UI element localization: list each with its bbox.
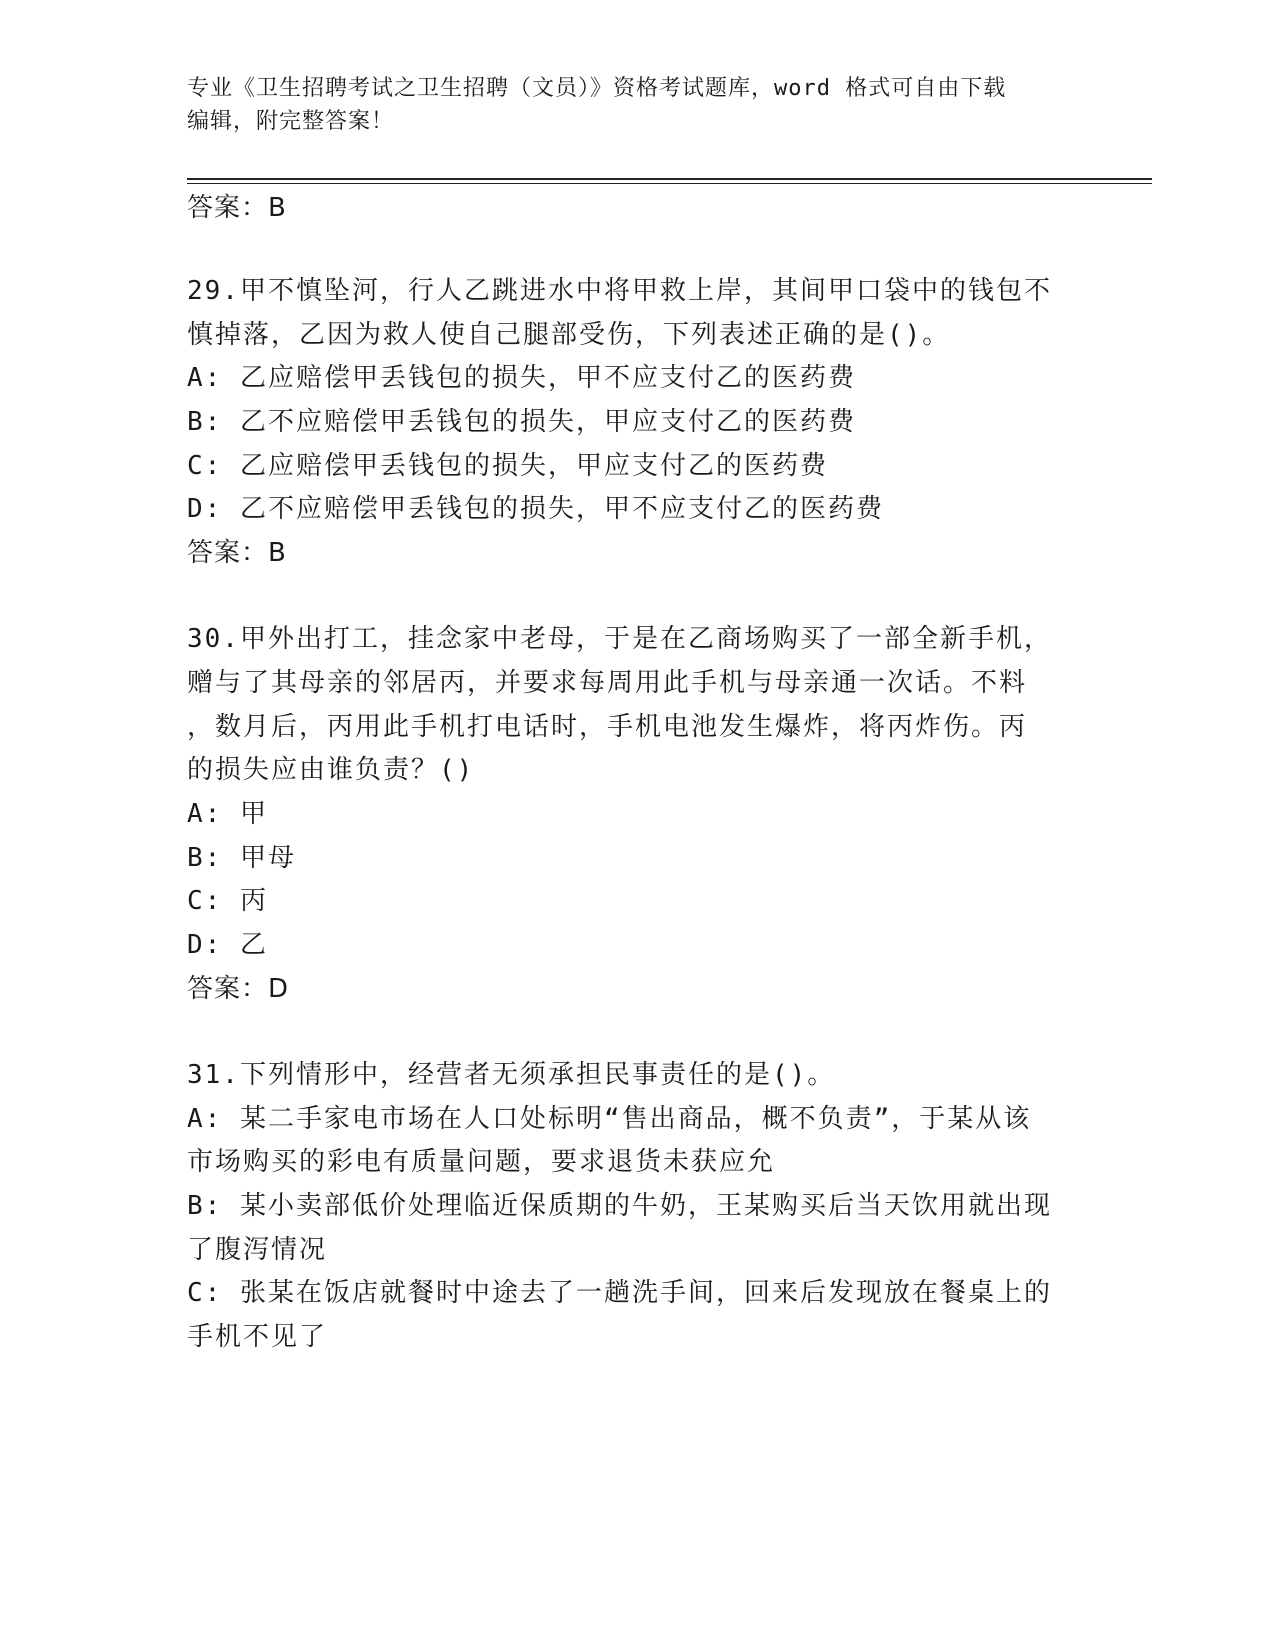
header-line-2: 编辑，附完整答案！ [187, 109, 395, 134]
q31-option-b-line-1: B: 某小卖部低价处理临近保质期的牛奶，王某购买后当天饮用就出现 [187, 1191, 1052, 1221]
q30-option-a: A: 甲 [187, 799, 268, 829]
header-rule-thick [187, 178, 1152, 180]
q30-option-b: B: 甲母 [187, 843, 296, 873]
q30-stem-line-3: ，数月后，丙用此手机打电话时，手机电池发生爆炸，将丙炸伤。丙 [187, 712, 1028, 742]
document-header [187, 72, 1087, 138]
q29-option-b: B: 乙不应赔偿甲丢钱包的损失，甲应支付乙的医药费 [187, 407, 856, 437]
q31-stem-line-1: 31.下列情形中，经营者无须承担民事责任的是()。 [187, 1060, 836, 1090]
q30-stem-line-2: 赠与了其母亲的邻居丙，并要求每周用此手机与母亲通一次话。不料 [187, 668, 1028, 698]
q31-option-b-line-2: 了腹泻情况 [187, 1235, 328, 1265]
q29-stem-line-1: 29.甲不慎坠河，行人乙跳进水中将甲救上岸，其间甲口袋中的钱包不 [187, 276, 1052, 306]
q31-option-c-line-1: C: 张某在饭店就餐时中途去了一趟洗手间，回来后发现放在餐桌上的 [187, 1278, 1052, 1308]
q31-option-a-line-1: A: 某二手家电市场在人口处标明“售出商品，概不负责”，于某从该 [187, 1104, 1032, 1134]
q30-stem-line-1: 30.甲外出打工，挂念家中老母，于是在乙商场购买了一部全新手机， [187, 624, 1052, 654]
q30-answer: 答案：D [187, 974, 290, 1004]
q30-option-d: D: 乙 [187, 930, 268, 960]
q29-option-a: A: 乙应赔偿甲丢钱包的损失，甲不应支付乙的医药费 [187, 363, 856, 393]
header-line-1: 专业《卫生招聘考试之卫生招聘（文员）》资格考试题库，word 格式可自由下载 [187, 76, 1007, 101]
q29-stem-line-2: 慎掉落，乙因为救人使自己腿部受伤，下列表述正确的是()。 [187, 320, 951, 350]
q30-option-c: C: 丙 [187, 886, 268, 916]
q29-answer: 答案：B [187, 538, 287, 568]
q29-option-c: C: 乙应赔偿甲丢钱包的损失，甲应支付乙的医药费 [187, 451, 828, 481]
header-rule-thin [187, 183, 1152, 184]
q31-option-c-line-2: 手机不见了 [187, 1322, 328, 1352]
q29-option-d: D: 乙不应赔偿甲丢钱包的损失，甲不应支付乙的医药费 [187, 494, 884, 524]
q31-option-a-line-2: 市场购买的彩电有质量问题，要求退货未获应允 [187, 1147, 776, 1177]
answer-prev: 答案：B [187, 193, 287, 223]
q30-stem-line-4: 的损失应由谁负责？() [187, 755, 475, 785]
